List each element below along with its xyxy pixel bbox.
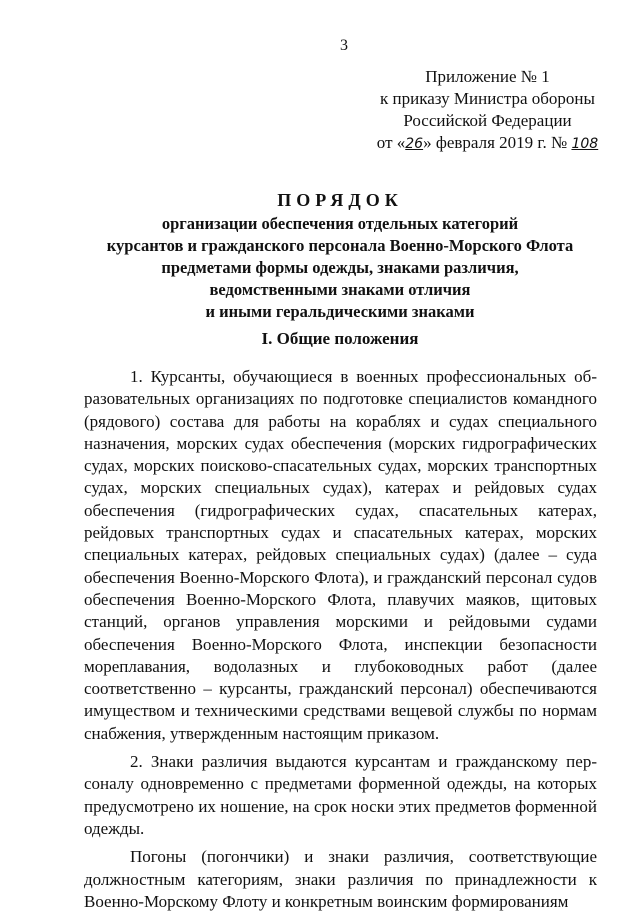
document-title (70, 187, 610, 323)
annex-date-line (360, 132, 615, 155)
page-number: 3 (340, 37, 348, 54)
title-main: ПОРЯДОК (277, 190, 403, 210)
annex-country: Российской Федерации (403, 111, 572, 130)
body-text (84, 366, 597, 919)
annex-order-ref: к приказу Министра обороны (380, 89, 595, 108)
paragraph: Погоны (погончики) и знаки различия, соответствующие должностным категориям, знаки различия по принадлежности к Военно-Морскому Флоту и конкретным воинским формированиям (84, 847, 597, 911)
section-heading: I. Общие положения (261, 329, 419, 348)
title-line: курсантов и гражданского персонала Военно-Морского Флота (106, 236, 574, 255)
handwritten-order-number: 108 (571, 136, 599, 152)
annex-title: Приложение № 1 (425, 67, 550, 86)
date-prefix: от « (376, 133, 406, 152)
title-line: организации обеспечения отдельных категорий (161, 214, 519, 233)
date-middle: » февраля 2019 г. № (423, 133, 572, 152)
title-line: предметами формы одежды, знаками различия, (161, 258, 519, 277)
title-line: ведомственными знаками отличия (209, 280, 471, 299)
paragraph: 1. Курсанты, обучающиеся в военных профессиональных образовательных организациях по подготовке специалистов командного (рядового) состава для работы на кораблях и судах специального назначения, морских судах обеспечения (морских гидрографических судах, морских поисково-спасательных судах, морских транспортных судах, морских специальных судах), катерах и рейдовых судах обеспечения (гидрографических судах, спасательных катерах, рейдовых транспортных судах и спасательных катерах, морских специальных катерах, рейдовых специальных судах) (далее – суда обеспечения Военно-Морского Флота), и гражданский персонал судов обеспечения Военно-Морского Флота, плавучих маяков, щитовых станций, органов управления морскими и рейдовыми судами обеспечения Военно-Морского Флота, инспекции безопасности мореплавания, водолазных и глубоководных работ (далее соответственно – курсанты, гражданский персонал) обеспечиваются имуществом и техническими средствами вещевой службы по нормам снабжения, утвержденным настоящим приказом. (84, 367, 597, 743)
annex-header (360, 66, 615, 155)
paragraph: 2. Знаки различия выдаются курсантам и гражданскому персоналу одновременно с предметами форменной одежды, на которых предусмотрено их ношение, на срок носки этих предметов форменной одежды. (84, 752, 597, 838)
handwritten-day: 26 (405, 136, 424, 152)
title-line: и иными геральдическими знаками (205, 302, 475, 321)
